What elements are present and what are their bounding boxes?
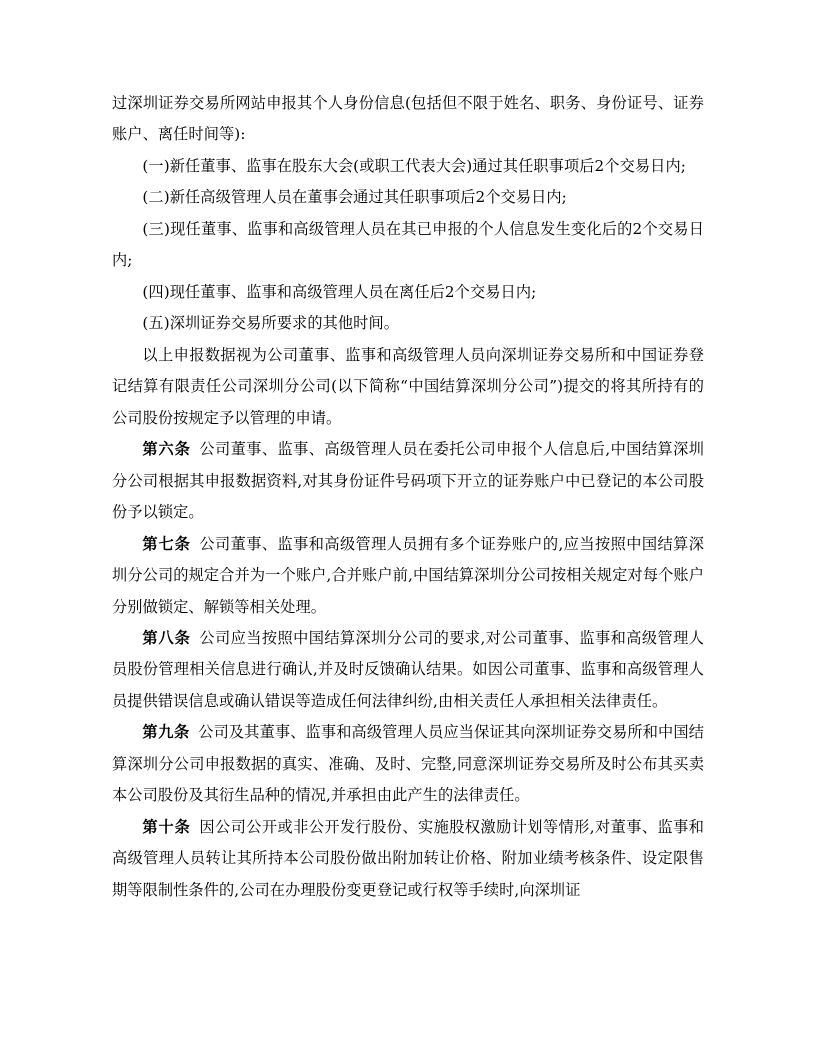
- document-body: [112, 88, 704, 906]
- paragraph-text: 过深圳证券交易所网站申报其个人身份信息(包括但不限于姓名、职务、身份证号、证券账户、离任时间等):: [112, 94, 704, 144]
- paragraph-text: 因公司公开或非公开发行股份、实施股权激励计划等情形,对董事、监事和高级管理人员转让其所持本公司股份做出附加转让价格、附加业绩考核条件、设定限售期等限制性条件的,公司在办理股份变更登记或行权等手续时,向深圳证: [112, 817, 704, 899]
- list-item-4: [112, 277, 704, 308]
- article-10: [112, 812, 704, 906]
- list-item-5: [112, 308, 704, 339]
- paragraph-text: 公司及其董事、监事和高级管理人员应当保证其向深圳证券交易所和中国结算深圳分公司申报数据的真实、准确、及时、完整,同意深圳证券交易所及时公布其买卖本公司股份及其衍生品种的情况,并承担由此产生的法律责任。: [112, 723, 704, 805]
- paragraph-continued-intro: [112, 88, 704, 151]
- article-label: 第七条: [142, 534, 191, 553]
- paragraph-text: 以上申报数据视为公司董事、监事和高级管理人员向深圳证券交易所和中国证券登记结算有限责任公司深圳分公司(以下简称“中国结算深圳分公司”)提交的将其所持有的公司股份按规定予以管理的申请。: [112, 345, 704, 427]
- paragraph-text: (二)新任高级管理人员在董事会通过其任职事项后2个交易日内;: [142, 188, 567, 207]
- paragraph-text: (五)深圳证券交易所要求的其他时间。: [142, 314, 400, 333]
- article-label: 第六条: [142, 440, 191, 459]
- list-item-3: [112, 214, 704, 277]
- paragraph-text: (三)现任董事、监事和高级管理人员在其已申报的个人信息发生变化后的2个交易日内;: [112, 219, 704, 270]
- article-7: [112, 529, 704, 623]
- article-label: 第九条: [142, 723, 190, 742]
- article-6: [112, 434, 704, 528]
- article-8: [112, 623, 704, 717]
- list-item-1: [112, 151, 704, 182]
- paragraph-text: 公司董事、监事、高级管理人员在委托公司申报个人信息后,中国结算深圳分公司根据其申报数据资料,对其身份证件号码项下开立的证券账户中已登记的本公司股份予以锁定。: [112, 440, 704, 522]
- article-9: [112, 717, 704, 811]
- paragraph-text: 公司董事、监事和高级管理人员拥有多个证券账户的,应当按照中国结算深圳分公司的规定合并为一个账户,合并账户前,中国结算深圳分公司按相关规定对每个账户分别做锁定、解锁等相关处理。: [112, 534, 704, 616]
- article-label: 第八条: [142, 628, 191, 647]
- paragraph-text: 公司应当按照中国结算深圳分公司的要求,对公司董事、监事和高级管理人员股份管理相关信息进行确认,并及时反馈确认结果。如因公司董事、监事和高级管理人员提供错误信息或确认错误等造成任何法律纠纷,由相关责任人承担相关法律责任。: [112, 628, 704, 710]
- list-item-2: [112, 182, 704, 213]
- paragraph-text: (四)现任董事、监事和高级管理人员在离任后2个交易日内;: [142, 282, 537, 301]
- paragraph-summary: [112, 340, 704, 434]
- article-label: 第十条: [142, 817, 191, 836]
- paragraph-text: (一)新任董事、监事在股东大会(或职工代表大会)通过其任职事项后2个交易日内;: [142, 156, 686, 175]
